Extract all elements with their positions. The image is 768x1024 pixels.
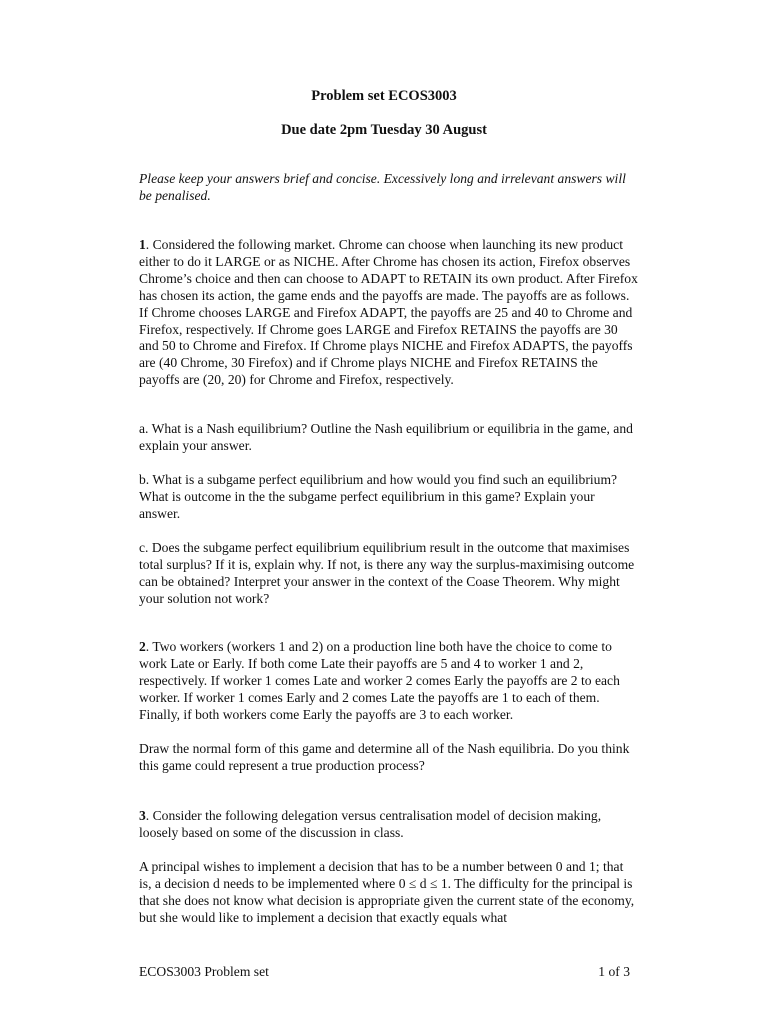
question-number: 1: [139, 237, 146, 252]
question-1-part-b: b. What is a subgame perfect equilibrium and how would you find such an equilibrium? What is outcome in the the subgame perfect equilibrium in this game? Explain your answer.: [139, 472, 618, 521]
question-body: . Considered the following market. Chrome can choose when launching its new product either to do it LARGE or as NICHE. After Chrome has chosen its action, Firefox observes Chrome’s choice and then can choose to ADAPT to RETAIN its own product. After Firefox has chosen its action, the game ends and the payoffs are made. The payoffs are as follows. If Chrome chooses LARGE and Firefox ADAPT, the payoffs are 25 and 40 to Chrome and Firefox, respectively. If Chrome goes LARGE and Firefox RETAINS the payoffs are 30 and 50 to Chrome and Firefox. If Chrome plays NICHE and Firefox ADAPTS, the payoffs are (40 Chrome, 30 Firefox) and if Chrome plays NICHE and Firefox RETAINS the payoffs are (20, 20) for Chrome and Firefox, respectively.: [139, 237, 638, 388]
question-number: 2: [139, 639, 146, 654]
question-body: . Consider the following delegation versus centralisation model of decision making, loosely based on some of the discussion in class.: [139, 808, 602, 840]
question-1-text: [139, 237, 639, 389]
instructions-note: Please keep your answers brief and concise. Excessively long and irrelevant answers will be penalised.: [139, 171, 626, 203]
question-3-part: A principal wishes to implement a decision that has to be a number between 0 and 1; that is, a decision d needs to be implemented where 0 ≤ d ≤ 1. The difficulty for the principal is that she does not know what decision is appropriate given the current state of the economy, but she would like to implement a decision that exactly equals what: [139, 859, 635, 925]
question-2-text: [139, 639, 639, 724]
question-3: [139, 808, 639, 842]
question-1: [139, 237, 639, 389]
question-2-part: Draw the normal form of this game and determine all of the Nash equilibria. Do you think this game could represent a true production process?: [139, 741, 630, 773]
question-body: . Two workers (workers 1 and 2) on a production line both have the choice to come to work Late or Early. If both come Late their payoffs are 5 and 4 to worker 1 and 2, respectively. If worker 1 comes Late and worker 2 comes Early the payoffs are 2 to each worker. If worker 1 comes Early and 2 comes Late the payoffs are 1 to each of them. Finally, if both workers come Early the payoffs are 3 to each worker.: [139, 639, 620, 722]
question-1-part-c: c. Does the subgame perfect equilibrium equilibrium result in the outcome that maximises total surplus? If it is, explain why. If not, is there any way the surplus-maximising outcome can be obtained? Interpret your answer in the context of the Coase Theorem. Why might your solution not work?: [139, 540, 635, 606]
question-3-text: [139, 808, 639, 842]
question-number: 3: [139, 808, 146, 823]
question-1-part-a: a. What is a Nash equilibrium? Outline the Nash equilibrium or equilibria in the game, and explain your answer.: [139, 421, 633, 453]
due-date: Due date 2pm Tuesday 30 August: [281, 122, 487, 138]
footer-course: ECOS3003 Problem set: [139, 964, 269, 979]
question-2: [139, 639, 639, 724]
document-title: Problem set ECOS3003: [311, 88, 457, 104]
footer-page-number: 1 of 3: [598, 964, 630, 979]
